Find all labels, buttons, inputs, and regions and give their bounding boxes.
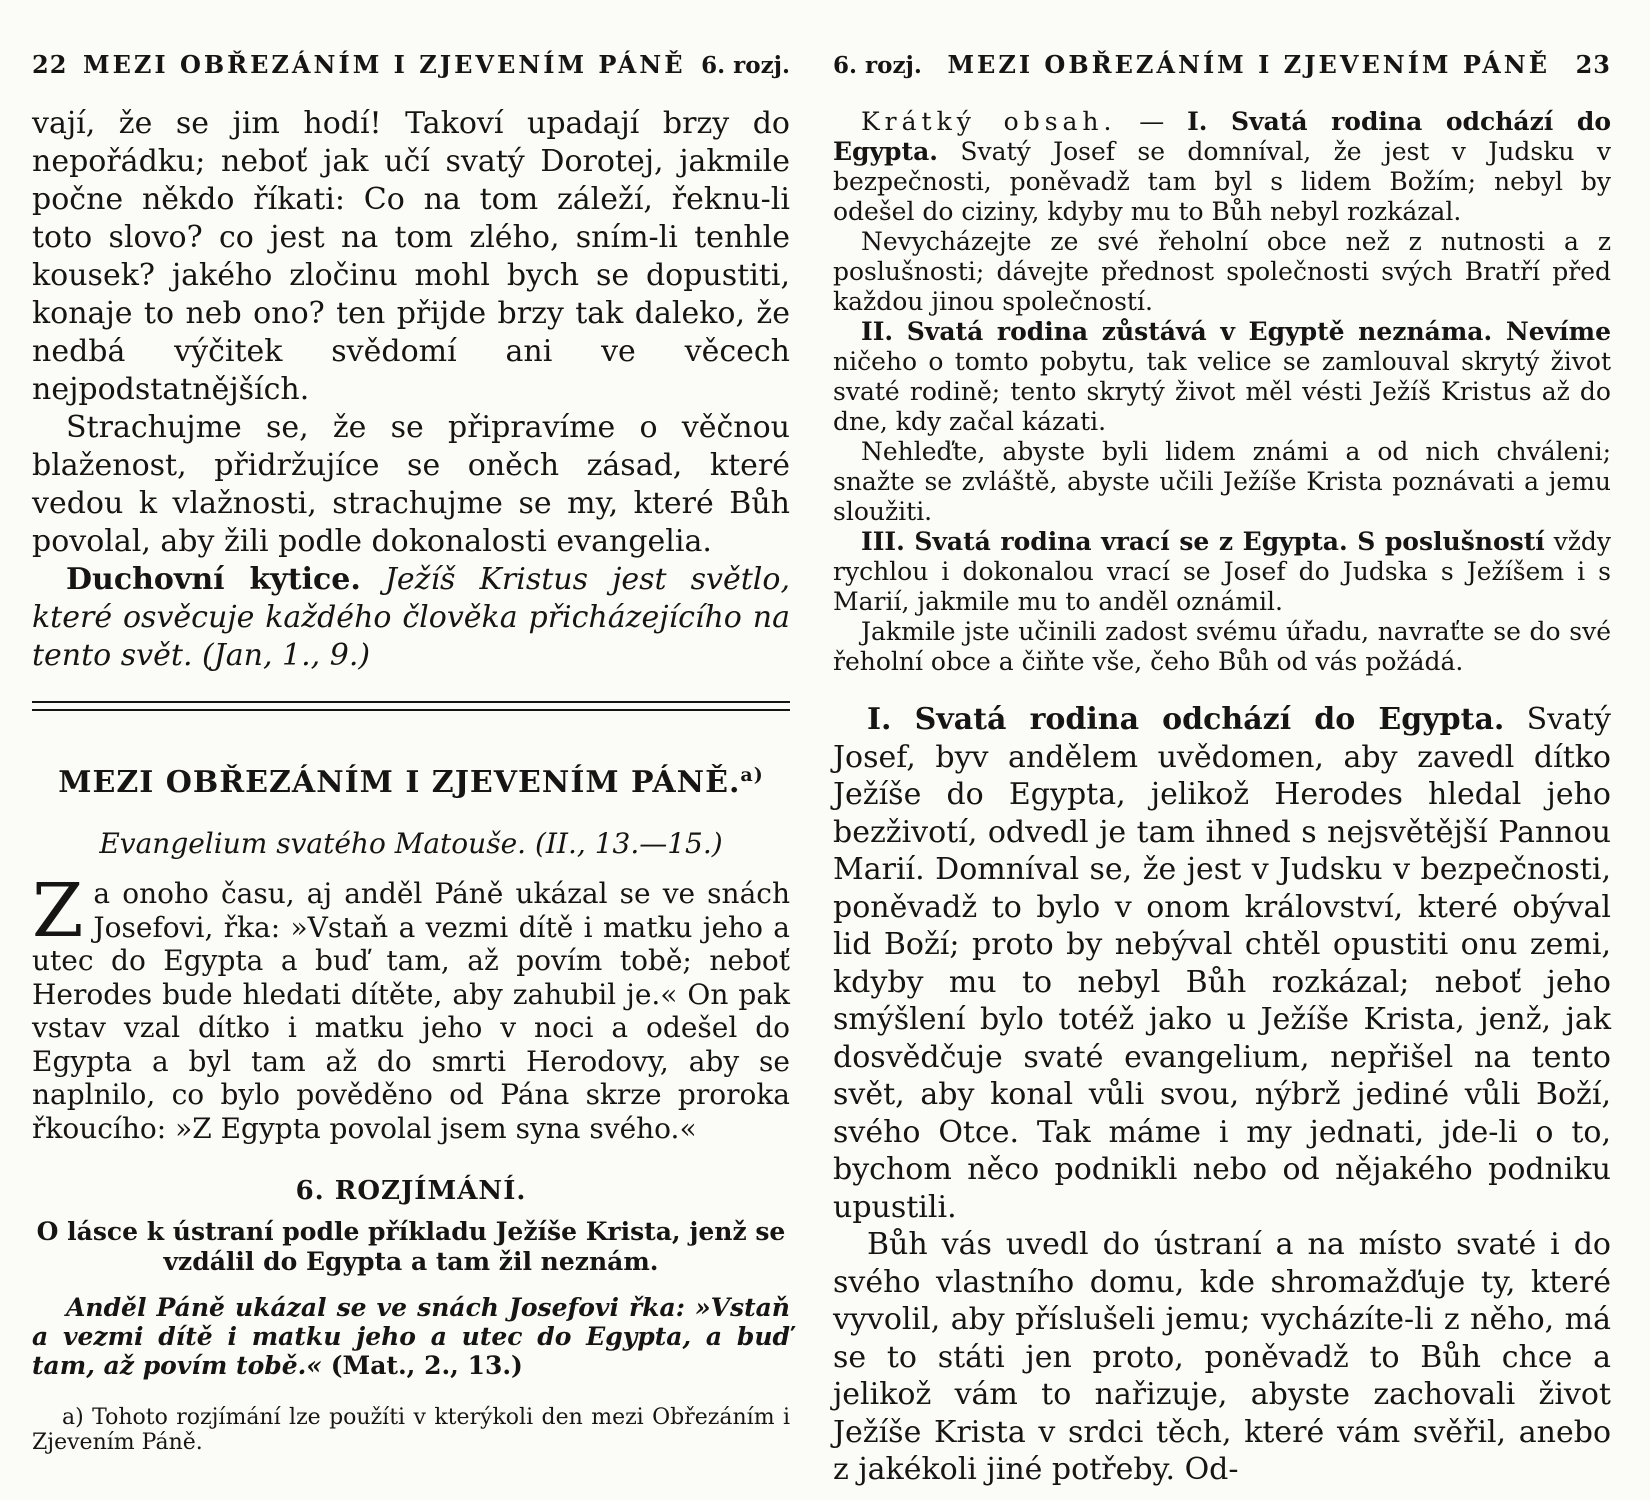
bouquet-quote: Ježíš Kristus jest světlo, které osvěcuje každého člověka přicházejícího na tento svět. — [32, 562, 790, 673]
left-page-header — [32, 50, 790, 81]
meditation-quote — [32, 1293, 790, 1380]
meditation-point-1-text: Svatý Josef, byv andělem uvědomen, aby zavedl dítko Ježíše do Egypta, jelikož Herodes hledal jeho bezživotí, odvedl je tam ihned s nejsvětější Pannou Marií. Domníval se, že jest v Judsku v bezpečnosti, poněvadž to bylo v onom království, které obýval lid Boží; proto by nebýval chtěl opustiti onu zemi, kdyby mu to nebyl Bůh rozkázal; neboť jeho smýšlení bylo totéž jako u Ježíše Krista, jenž, jak dosvědčuje svaté evangelium, nepřišel na tento svět, aby konal vůli svou, nýbrž jediné vůli Boží, svého Otce. Tak máme i my jednati, jde-li o to, bychom něco podnikli nebo od nějakého podniku upustili. — [833, 702, 1611, 1225]
left-section-ref: 6. rozj. — [701, 52, 790, 79]
summary-paragraph-2: Nevycházejte ze své řeholní obce než z nutnosti a z poslušnosti; dávejte přednost společnosti svých Bratří před každou jinou společností. — [833, 227, 1611, 316]
summary-5-text: vždy rychlou i dokonalou vrací se Josef do Judska s Ježíšem i s Marií, jakmile mu to anděl oznámil. — [833, 527, 1611, 616]
summary-label: Krátký obsah. — [861, 107, 1117, 136]
footnote — [32, 1405, 790, 1455]
summary-paragraph-3 — [833, 317, 1611, 437]
right-page-header — [833, 50, 1611, 81]
short-summary-block — [833, 107, 1611, 677]
right-page-number: 23 — [1575, 50, 1611, 79]
footnote-text: Tohoto rozjímání lze použíti v kterýkoli den mezi Obřezáním i Zjevením Páně. — [32, 1405, 790, 1455]
meditation-subtitle: O lásce k ústraní podle příkladu Ježíše Krista, jenž se vzdálil do Egypta a tam žil neznám. — [36, 1217, 786, 1276]
meditation-point-1-paragraph-2: Bůh vás uvedl do ústraní a na místo svaté i do svého vlastního domu, kde shromažďuje ty, které vyvolil, aby příslušeli jemu; vycházíte-li z něho, má se to státi jen proto, poněvadž to Bůh chce a jelikož vám to nařizuje, abyste zachovali život Ježíše Krista v srdci těch, které vám svěřil, anebo z jakékoli jiné potřeby. Od- — [833, 1227, 1611, 1487]
summary-paragraph-1 — [833, 107, 1611, 227]
summary-1-heading: I. Svatá rodina odchází do Egypta. — [833, 107, 1611, 166]
bouquet-label: Duchovní kytice. — [66, 562, 361, 597]
chapter-title-text: MEZI OBŘEZÁNÍM I ZJEVENÍM PÁNĚ. — [58, 765, 741, 800]
meditation-heading: 6. ROZJÍMÁNÍ. — [295, 1176, 527, 1206]
meditation-point-1 — [833, 701, 1611, 1226]
double-rule-divider — [32, 701, 790, 711]
drop-cap: Z — [32, 868, 84, 954]
bouquet-reference: (Jan, 1., 9.) — [202, 638, 371, 673]
chapter-title — [32, 757, 790, 801]
summary-paragraph-6: Jakmile jste učinili zadost svému úřadu, navraťte se do své řeholní obce a čiňte vše, čeho Bůh od vás požádá. — [833, 617, 1611, 676]
meditation-body — [833, 701, 1611, 1489]
paragraph-continuation: vají, že se jim hodí! Takoví upadají brzy do nepořádku; neboť jak učí svatý Dorotej, jakmile počne někdo říkati: Co na tom záleží, řeknu-li toto slovo? co jest na tom zlého, sním-li tenhle kousek? jakého zločinu mohl bych se dopustiti, konaje to neb ono? ten přijde brzy tak daleko, že nedbá výčitek svědomí ani ve věcech nejpodstatnějších. — [32, 106, 790, 407]
gospel-reference: Evangelium svatého Matouše. (II., 13.—15.) — [99, 827, 723, 860]
left-page-number: 22 — [32, 50, 68, 79]
right-running-title: MEZI OBŘEZÁNÍM I ZJEVENÍM PÁNĚ — [947, 50, 1550, 79]
footnote-mark: a) — [62, 1405, 84, 1430]
paragraph: Strachujme se, že se připravíme o věčnou blaženost, přidržujíce se oněch zásad, které vedou k vlažnosti, strachujme se my, které Bůh povolal, aby žili podle dokonalosti evangelia. — [32, 410, 790, 559]
gospel-text: a onoho času, aj anděl Páně ukázal se ve snách Josefovi, řka: »Vstaň a vezmi dítě i matku jeho a utec do Egypta a buď tam, až povím tobě; neboť Herodes bude hledati dítěte, aby zahubil je.« On pak vstav vzal dítko i matku jeho v noci a odešel do Egypta a byl tam až do smrti Herodovy, aby se naplnilo, co bylo pověděno od Pána skrze proroka řkoucího: »Z Egypta povolal jsem syna svého.« — [32, 877, 790, 1145]
meditation-quote-reference: (Mat., 2., 13.) — [330, 1351, 523, 1380]
summary-1-text: Svatý Josef se domníval, že jest v Judsku v bezpečnosti, poněvadž tam byl s lidem Božím; nebyl by odešel do ciziny, kdyby mu to Bůh nebyl rozkázal. — [833, 137, 1611, 226]
summary-dash: — — [1139, 107, 1165, 136]
footnote-mark-superscript: a) — [740, 764, 764, 786]
right-page — [833, 0, 1611, 1500]
summary-5-heading: III. Svatá rodina vrací se z Egypta. S poslušností — [861, 527, 1545, 556]
meditation-quote-text: Anděl Páně ukázal se ve snách Josefovi řka: »Vstaň a vezmi dítě i matku jeho a utec do Egypta, a buď tam, až povím tobě.« — [32, 1293, 790, 1380]
left-page — [32, 0, 790, 1500]
left-running-title: MEZI OBŘEZÁNÍM I ZJEVENÍM PÁNĚ — [83, 50, 686, 79]
meditation-point-1-heading: I. Svatá rodina odchází do Egypta. — [867, 702, 1505, 737]
summary-3-text: ničeho o tomto pobytu, tak velice se zamlouval skrytý život svaté rodině; tento skrytý život měl vésti Ježíš Kristus až do dne, kdy začal kázati. — [833, 347, 1611, 436]
summary-3-heading: II. Svatá rodina zůstává v Egyptě neznáma. Nevíme — [861, 317, 1611, 346]
spiritual-bouquet — [32, 561, 790, 675]
summary-paragraph-4: Nehleďte, abyste byli lidem známi a od nich chváleni; snažte se zvláště, abyste učili Ježíše Krista poznávati a jemu sloužiti. — [833, 437, 1611, 526]
right-section-ref: 6. rozj. — [833, 52, 922, 79]
gospel-paragraph — [32, 868, 790, 1145]
summary-paragraph-5 — [833, 527, 1611, 617]
